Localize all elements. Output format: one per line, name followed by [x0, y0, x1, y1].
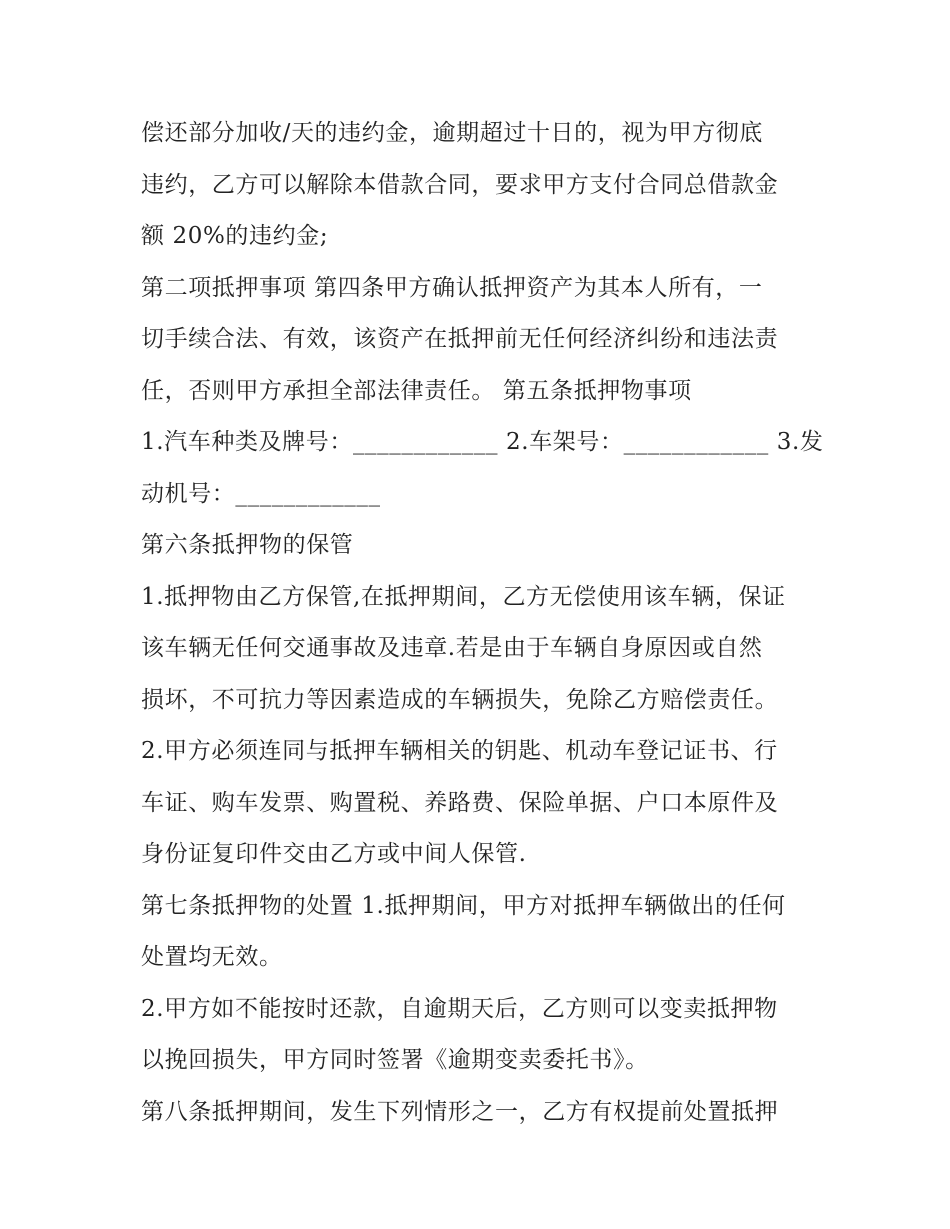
text-line: 第八条抵押期间，发生下列情形之一，乙方有权提前处置抵押 — [141, 1098, 779, 1125]
text-line: 2.甲方如不能按时还款，自逾期天后，乙方则可以变卖抵押物 — [141, 995, 778, 1022]
text-line: 偿还部分加收/天的违约金，逾期超过十日的，视为甲方彻底 — [141, 120, 763, 146]
text-line: 该车辆无任何交通事故及违章.若是由于车辆自身原因或自然 — [141, 635, 763, 661]
text-line: 损坏，不可抗力等因素造成的车辆损失，免除乙方赔偿责任。 — [141, 686, 779, 713]
text-line: 第二项抵押事项 第四条甲方确认抵押资产为其本人所有，一 — [141, 274, 763, 301]
text-line: 第七条抵押物的处置 1.抵押期间，甲方对抵押车辆做出的任何 — [141, 892, 786, 919]
text-line: 2.甲方必须连同与抵押车辆相关的钥匙、机动车登记证书、行 — [141, 738, 778, 764]
text-line: 以挽回损失，甲方同时签署《逾期变卖委托书》。 — [141, 1047, 649, 1073]
text-line: 额 20%的违约金; — [141, 223, 329, 249]
text-line: 第六条抵押物的保管 — [141, 532, 354, 558]
text-line: 动机号：____________ — [141, 480, 381, 507]
contract-body — [141, 108, 824, 1138]
text-line: 违约，乙方可以解除本借款合同，要求甲方支付合同总借款金 — [141, 171, 779, 198]
text-line: 身份证复印件交由乙方或中间人保管. — [141, 841, 527, 867]
text-line: 1.汽车种类及牌号：____________ 2.车架号：____________ 3.发 — [141, 429, 824, 455]
text-line: 车证、购车发票、购置税、养路费、保险单据、户口本原件及 — [141, 789, 779, 816]
text-line: 切手续合法、有效，该资产在抵押前无任何经济纠纷和违法责 — [141, 326, 779, 352]
text-line: 1.抵押物由乙方保管,在抵押期间，乙方无偿使用该车辆，保证 — [141, 583, 786, 610]
text-line: 任，否则甲方承担全部法律责任。 第五条抵押物事项 — [141, 377, 692, 404]
text-line: 处置均无效。 — [141, 944, 283, 970]
